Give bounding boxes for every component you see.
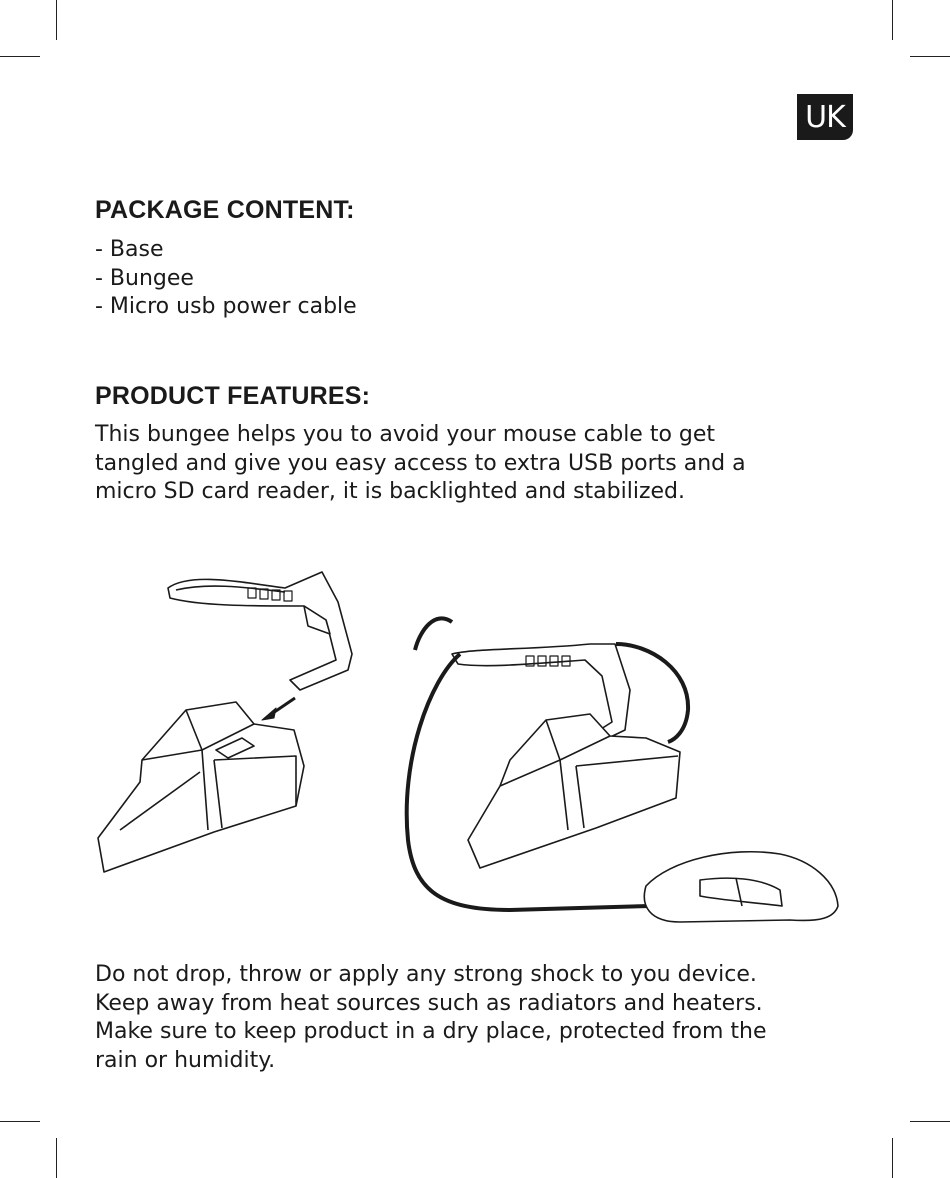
text-line: This bungee helps you to avoid your mouse cable to get <box>95 422 716 447</box>
language-badge: UK <box>797 94 853 140</box>
crop-mark <box>892 1138 893 1178</box>
text-line: Keep away from heat sources such as radiators and heaters. <box>95 990 763 1016</box>
crop-mark <box>0 56 40 57</box>
bungee-arm-illustration <box>168 572 352 690</box>
crop-mark <box>892 0 893 40</box>
safety-warnings-text <box>95 961 855 1075</box>
package-content-list <box>95 236 357 322</box>
list-item: - Micro usb power cable <box>95 294 357 319</box>
crop-mark <box>0 1121 40 1122</box>
product-features-heading: PRODUCT FEATURES: <box>95 382 371 410</box>
crop-mark <box>910 56 950 57</box>
product-illustration <box>90 560 850 940</box>
crop-mark <box>910 1121 950 1122</box>
arrow-icon <box>262 698 295 720</box>
text-line: micro SD card reader, it is backlighted and stabilized. <box>95 479 685 504</box>
package-content-heading: PACKAGE CONTENT: <box>95 196 355 224</box>
crop-mark <box>56 0 57 40</box>
mouse-illustration <box>644 852 838 922</box>
text-line: rain or humidity. <box>95 1047 276 1073</box>
product-features-text <box>95 421 855 507</box>
base-illustration <box>98 702 304 872</box>
list-item: - Base <box>95 237 164 262</box>
text-line: tangled and give you easy access to extra USB ports and a <box>95 450 746 476</box>
text-line: Do not drop, throw or apply any strong shock to you device. <box>95 962 757 987</box>
crop-mark <box>56 1138 57 1178</box>
assembled-bungee-illustration <box>415 618 680 868</box>
text-line: Make sure to keep product in a dry place, protected from the <box>95 1019 767 1044</box>
list-item: - Bungee <box>95 265 194 291</box>
